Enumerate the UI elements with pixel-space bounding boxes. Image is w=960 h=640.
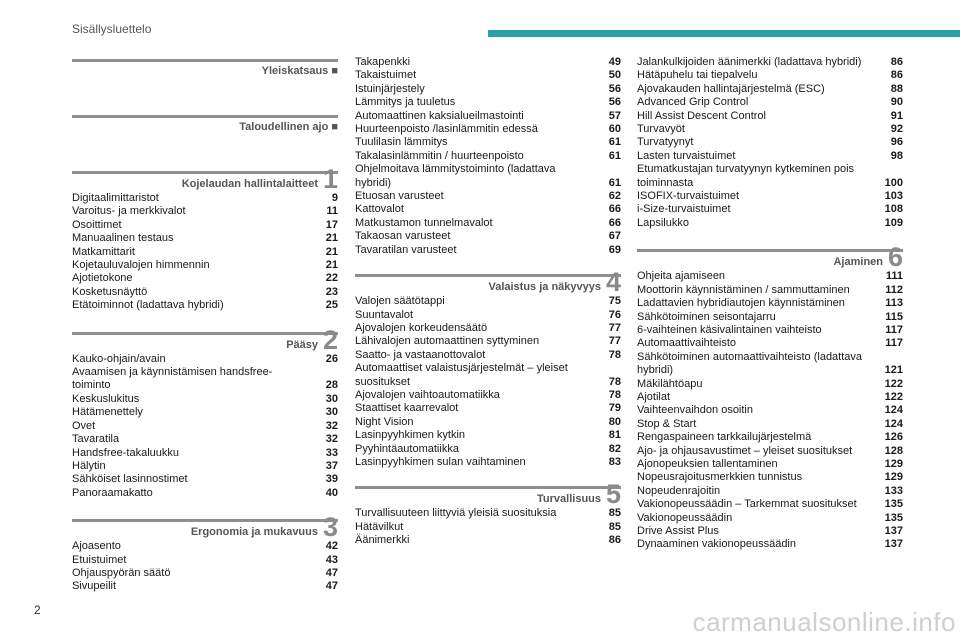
toc-entry[interactable] [637, 297, 903, 310]
toc-entry-page: 133 [884, 484, 903, 497]
toc-entry-title: Valojen säätötappi [355, 295, 445, 308]
section-header [72, 324, 338, 355]
toc-entry-page: 103 [884, 190, 903, 203]
toc-entry-title: Hill Assist Descent Control [637, 109, 766, 122]
toc-entry[interactable] [637, 136, 903, 149]
toc-entry-page: 60 [608, 123, 621, 136]
toc-entry-title: Kosketusnäyttö [72, 285, 148, 298]
toc-entry-page: 135 [884, 498, 903, 511]
toc-entry-title: Night Vision [355, 415, 414, 428]
toc-entry-page: 80 [608, 415, 621, 428]
toc-entry-page: 76 [608, 308, 621, 321]
toc-entry[interactable] [355, 534, 621, 547]
toc-entry-title: Sähkötoiminen seisontajarru [637, 310, 776, 323]
toc-entry-title: Ajonopeuksien tallentaminen [637, 457, 778, 470]
toc-entry[interactable] [637, 538, 903, 551]
toc-entry[interactable] [637, 471, 903, 484]
section-title[interactable]: Turvallisuus [537, 493, 601, 506]
toc-entry-page: 137 [884, 538, 903, 551]
toc-section [72, 112, 338, 134]
toc-section [355, 267, 621, 469]
toc-entry[interactable] [355, 69, 621, 82]
section-header [355, 267, 621, 298]
toc-entry[interactable] [72, 192, 338, 205]
toc-entry[interactable] [72, 259, 338, 272]
toc-entry-page: 129 [884, 471, 903, 484]
toc-entry-page: 98 [890, 149, 903, 162]
toc-entry[interactable] [355, 335, 621, 348]
toc-entry[interactable] [355, 295, 621, 308]
toc-entry-title: Vakionopeussäädin [637, 511, 733, 524]
toc-entry[interactable] [355, 244, 621, 257]
toc-entry[interactable] [72, 393, 338, 406]
toc-entry[interactable] [355, 203, 621, 216]
toc-entry-title: Istuinjärjestely [355, 82, 425, 95]
toc-entry[interactable] [355, 230, 621, 243]
toc-entry[interactable] [637, 525, 903, 538]
toc-entry-title: Jalankulkijoiden äänimerkki (ladattava hybridi) [637, 56, 862, 68]
toc-entry-title: Ladattavien hybridiautojen käynnistäminen [637, 297, 845, 310]
section-title[interactable]: Taloudellinen ajo ■ [239, 121, 338, 133]
section-title[interactable]: Kojelaudan hallintalaitteet [181, 178, 318, 190]
toc-entry-page: 61 [608, 149, 621, 162]
toc-entry-title: Automaattinen kaksialueilmastointi [355, 109, 524, 122]
toc-entry[interactable] [72, 473, 338, 486]
toc-entry-page: 83 [608, 455, 621, 468]
toc-entry-title: Lapsilukko [637, 216, 689, 229]
section-number: 2 [322, 324, 338, 355]
toc-column-2 [355, 56, 621, 548]
toc-entry-title: Ohjauspyörän säätö [72, 566, 171, 579]
toc-entry[interactable] [637, 498, 903, 511]
toc-entry[interactable] [637, 96, 903, 109]
toc-entry-page: 66 [608, 216, 621, 229]
toc-entry-title: Keskuslukitus [72, 392, 140, 405]
toc-entry-page: 32 [325, 419, 338, 432]
toc-entry-title: Stop & Start [637, 417, 697, 430]
toc-entry-title: i-Size-turvaistuimet [637, 203, 731, 216]
toc-entry[interactable] [72, 232, 338, 245]
toc-entry-page: 26 [325, 352, 338, 365]
toc-entry-page: 42 [325, 540, 338, 553]
toc-entry-title: Etätoiminnot (ladattava hybridi) [72, 299, 224, 312]
toc-entry[interactable] [637, 69, 903, 82]
toc-section [355, 479, 621, 547]
toc-entry-page: 33 [325, 446, 338, 459]
toc-section [72, 512, 338, 594]
section-number: 4 [605, 267, 621, 298]
toc-entry-page: 37 [325, 459, 338, 472]
toc-entry-title: Tavaratilan varusteet [355, 243, 457, 256]
toc-entry-title: Pyyhintäautomatiikka [355, 442, 459, 455]
toc-entry[interactable] [637, 512, 903, 525]
toc-entry-title: Ohjelmoitava lämmitystoiminto (ladattava hybridi) [355, 163, 556, 189]
toc-entry-title: Hätämenettely [72, 406, 143, 419]
toc-entry-page: 78 [608, 388, 621, 401]
toc-entry-title: 6-vaihteinen käsivalintainen vaihteisto [637, 323, 822, 336]
toc-entry-page: 32 [325, 433, 338, 446]
toc-entry-title: Ohjeita ajamiseen [637, 270, 726, 283]
toc-entry-page: 21 [325, 259, 338, 272]
toc-entry-title: Huurteenpoisto /lasinlämmitin edessä [355, 123, 538, 136]
section-header [72, 56, 338, 78]
section-divider [72, 171, 338, 174]
toc-entry[interactable] [72, 286, 338, 299]
section-number: 3 [322, 512, 338, 543]
toc-entry[interactable] [637, 458, 903, 471]
toc-entry-page: 56 [608, 82, 621, 95]
toc-entry[interactable] [355, 416, 621, 429]
toc-entry-title: Ajovakauden hallintajärjestelmä (ESC) [637, 82, 825, 95]
toc-entry-page: 86 [890, 69, 903, 82]
toc-entry-title: Äänimerkki [355, 534, 410, 547]
toc-entry[interactable] [637, 284, 903, 297]
toc-entry[interactable] [637, 311, 903, 324]
toc-entry-title: Matkustamon tunnelmavalot [355, 216, 493, 229]
toc-entry-page: 57 [608, 109, 621, 122]
toc-entry-title: Turvallisuuteen liittyviä yleisiä suosituksia [355, 507, 557, 520]
watermark: carmanualsonline.info [692, 607, 956, 637]
toc-entry[interactable] [355, 309, 621, 322]
toc-entry[interactable] [72, 433, 338, 446]
toc-entry-page: 108 [884, 203, 903, 216]
toc-entry[interactable] [355, 389, 621, 402]
toc-entry-page: 25 [325, 299, 338, 312]
section-divider [72, 59, 338, 62]
toc-entry-page: 112 [885, 283, 903, 296]
toc-entry[interactable] [355, 150, 621, 163]
toc-entry-page: 122 [884, 390, 903, 403]
toc-entry-title: Osoittimet [72, 218, 122, 231]
toc-entry[interactable] [355, 521, 621, 534]
toc-entry[interactable] [72, 246, 338, 259]
toc-entry[interactable] [72, 353, 338, 366]
toc-entry-title: Kojetauluvalojen himmennin [72, 259, 210, 272]
toc-section [72, 324, 338, 500]
toc-entry[interactable] [72, 460, 338, 473]
toc-entry[interactable] [72, 447, 338, 460]
toc-entry-page: 85 [608, 507, 621, 520]
toc-entry-title: Hätävilkut [355, 520, 404, 533]
toc-entry-title: Lähivalojen automaattinen syttyminen [355, 335, 540, 348]
toc-section [72, 56, 338, 78]
toc-entry[interactable] [355, 56, 621, 69]
toc-entry[interactable] [637, 56, 903, 69]
toc-entry-title: Sähköiset lasinnostimet [72, 473, 188, 486]
toc-entry[interactable] [637, 83, 903, 96]
section-title[interactable]: Ergonomia ja mukavuus [190, 526, 318, 539]
section-title[interactable]: Pääsy [286, 338, 318, 351]
toc-entry-title: Mäkilähtöapu [637, 377, 703, 390]
toc-entry-page: 22 [325, 272, 338, 285]
toc-entry[interactable] [637, 431, 903, 444]
toc-entry-title: Ajovalojen korkeudensäätö [355, 321, 488, 334]
toc-entry[interactable] [355, 349, 621, 362]
section-header [72, 164, 338, 194]
toc-entry-page: 117 [885, 337, 903, 350]
toc-entry[interactable] [355, 507, 621, 520]
section-number: 1 [322, 164, 338, 194]
section-divider [72, 115, 338, 118]
toc-entry[interactable] [355, 429, 621, 442]
section-number: 6 [887, 242, 903, 273]
toc-entry-page: 66 [608, 203, 621, 216]
toc-entry[interactable] [637, 404, 903, 417]
toc-entry-title: Panoraamakatto [72, 486, 153, 499]
toc-entry-page: 77 [608, 335, 621, 348]
toc-entry-page: 77 [608, 321, 621, 334]
section-title[interactable]: Yleiskatsaus ■ [261, 65, 338, 77]
toc-entry[interactable] [72, 272, 338, 285]
toc-entry[interactable] [72, 487, 338, 500]
toc-entry-page: 88 [890, 82, 903, 95]
section-title[interactable]: Ajaminen [833, 256, 883, 269]
toc-entry-title: Rengaspaineen tarkkailujärjestelmä [637, 431, 812, 444]
toc-entry-title: Avaamisen ja käynnistämisen handsfree-toiminto [72, 366, 273, 392]
toc-entry-page: 137 [884, 525, 903, 537]
toc-entry-title: Handsfree-takaluukku [72, 446, 180, 459]
toc-entry-page: 109 [884, 216, 903, 229]
toc-entry[interactable] [355, 322, 621, 335]
toc-entry[interactable] [72, 366, 338, 393]
toc-entry-title: Kauko-ohjain/avain [72, 352, 166, 365]
toc-entry[interactable] [355, 456, 621, 469]
toc-entry-title: Manuaalinen testaus [72, 232, 174, 245]
toc-entry[interactable] [637, 391, 903, 404]
toc-entry[interactable] [355, 217, 621, 230]
toc-entry[interactable] [637, 150, 903, 163]
toc-entry-page: 129 [884, 457, 903, 470]
section-divider [355, 274, 621, 277]
toc-entry-page: 23 [325, 285, 338, 298]
toc-entry-title: Digitaalimittaristot [72, 192, 159, 204]
toc-entry[interactable] [72, 540, 338, 553]
toc-entry-page: 78 [608, 375, 621, 388]
toc-entry-page: 21 [325, 245, 338, 258]
toc-entry[interactable] [355, 190, 621, 203]
toc-entry[interactable] [72, 554, 338, 567]
toc-entry-page: 50 [608, 69, 621, 82]
toc-entry-title: Moottorin käynnistäminen / sammuttaminen [637, 283, 850, 296]
toc-entry[interactable] [637, 485, 903, 498]
toc-entry-page: 17 [325, 218, 338, 231]
toc-entry-page: 122 [884, 377, 903, 390]
toc-entry[interactable] [72, 205, 338, 218]
toc-entry-title: Matkamittarit [72, 245, 135, 258]
toc-entry-page: 11 [326, 205, 338, 218]
toc-entry-page: 78 [608, 348, 621, 361]
page-title: Sisällysluettelo [72, 22, 152, 36]
toc-entry-page: 40 [325, 486, 338, 499]
toc-entry[interactable] [637, 445, 903, 458]
toc-entry-page: 49 [608, 56, 621, 68]
toc-section [637, 242, 903, 552]
toc-entry-page: 82 [608, 442, 621, 455]
toc-entry[interactable] [637, 324, 903, 337]
toc-entry[interactable] [355, 83, 621, 96]
toc-entry-title: Hälytin [72, 459, 106, 472]
toc-entry-page: 126 [884, 431, 903, 444]
section-divider [72, 332, 338, 335]
toc-entry-title: Nopeudenrajoitin [637, 484, 721, 497]
section-header [355, 479, 621, 510]
toc-entry-title: Vaihteenvaihdon osoitin [637, 404, 753, 417]
toc-entry-page: 28 [325, 379, 338, 392]
toc-entry-page: 61 [608, 176, 621, 189]
toc-entry[interactable] [72, 299, 338, 312]
toc-entry-title: Lasten turvaistuimet [637, 149, 736, 162]
toc-entry-page: 124 [884, 404, 903, 417]
toc-entry-title: Takalasinlämmitin / huurteenpoisto [355, 149, 524, 162]
toc-entry[interactable] [637, 217, 903, 230]
toc-entry-page: 56 [608, 96, 621, 109]
section-number: 5 [605, 479, 621, 510]
toc-entry-page: 124 [884, 417, 903, 430]
toc-entry-title: Saatto- ja vastaanottovalot [355, 348, 486, 361]
toc-entry-title: Nopeusrajoitusmerkkien tunnistus [637, 471, 803, 484]
toc-entry-title: Varoitus- ja merkkivalot [72, 205, 186, 218]
toc-entry[interactable] [355, 362, 621, 389]
toc-entry-title: Ajoasento [72, 540, 121, 553]
toc-entry-page: 100 [884, 176, 903, 189]
toc-entry[interactable] [637, 337, 903, 350]
toc-entry-page: 47 [325, 566, 338, 579]
toc-entry[interactable] [637, 270, 903, 283]
section-header [637, 242, 903, 273]
toc-section [637, 56, 903, 230]
toc-entry-page: 43 [325, 553, 338, 566]
toc-entry-page: 75 [608, 295, 621, 308]
toc-entry-title: ISOFIX-turvaistuimet [637, 190, 740, 203]
toc-entry-page: 30 [325, 392, 338, 405]
toc-entry-page: 135 [884, 511, 903, 524]
toc-entry[interactable] [637, 123, 903, 136]
header-accent-bar [488, 30, 960, 37]
toc-entry-page: 30 [325, 406, 338, 419]
toc-entry-title: Ajotilat [637, 390, 671, 403]
toc-entry-title: Advanced Grip Control [637, 96, 749, 109]
toc-column-1 [72, 56, 338, 594]
toc-entry-title: Ajotietokone [72, 272, 133, 285]
toc-entry-title: Kattovalot [355, 203, 404, 216]
toc-entry-page: 90 [890, 96, 903, 109]
page-number: 2 [34, 603, 41, 617]
toc-entry-title: Hätäpuhelu tai tiepalvelu [637, 69, 758, 82]
toc-entry[interactable] [637, 190, 903, 203]
toc-entry[interactable] [637, 203, 903, 216]
toc-entry-title: Automaattiset valaistusjärjestelmät – yleiset suositukset [355, 362, 568, 388]
toc-column-3 [637, 56, 903, 552]
toc-entry-page: 96 [890, 136, 903, 149]
toc-entry-title: Dynaaminen vakionopeussäädin [637, 538, 796, 551]
toc-entry-title: Etuistuimet [72, 553, 127, 566]
toc-entry-page: 47 [325, 580, 338, 593]
toc-entry-title: Etuosan varusteet [355, 190, 444, 203]
toc-entry-title: Lasinpyyhkimen kytkin [355, 429, 466, 442]
toc-entry-title: Sivupeilit [72, 580, 117, 593]
toc-entry-page: 121 [884, 364, 903, 377]
toc-entry-page: 62 [608, 190, 621, 203]
toc-entry[interactable] [637, 110, 903, 123]
toc-entry-title: Turvatyynyt [637, 136, 694, 149]
toc-entry-page: 92 [890, 123, 903, 136]
section-divider [72, 519, 338, 522]
toc-entry-page: 111 [885, 270, 903, 283]
toc-entry[interactable] [72, 580, 338, 593]
toc-entry-title: Vakionopeussäädin – Tarkemmat suositukset [637, 498, 857, 511]
toc-entry[interactable] [637, 163, 903, 190]
toc-entry[interactable] [355, 402, 621, 415]
toc-entry-title: Takapenkki [355, 56, 411, 68]
toc-section [355, 56, 621, 257]
toc-entry[interactable] [72, 420, 338, 433]
toc-entry-page: 115 [885, 310, 903, 323]
toc-entry[interactable] [355, 136, 621, 149]
toc-entry-title: Suuntavalot [355, 308, 414, 321]
toc-entry-title: Turvavyöt [637, 123, 685, 136]
toc-section [72, 164, 338, 313]
toc-entry-page: 69 [608, 243, 621, 256]
toc-entry-page: 9 [331, 192, 338, 204]
section-header [72, 112, 338, 134]
toc-entry[interactable] [637, 378, 903, 391]
toc-entry-title: Tuulilasin lämmitys [355, 136, 448, 149]
toc-entry-page: 86 [608, 534, 621, 547]
toc-entry-page: 79 [608, 402, 621, 415]
toc-entry-title: Drive Assist Plus [637, 525, 719, 537]
toc-entry-title: Takaosan varusteet [355, 230, 451, 243]
toc-entry-title: Etumatkustajan turvatyynyn kytkeminen pois toiminnasta [637, 163, 855, 189]
toc-entry[interactable] [355, 96, 621, 109]
toc-entry[interactable] [355, 123, 621, 136]
toc-entry-title: Ovet [72, 419, 96, 432]
toc-entry-title: Sähkötoiminen automaattivaihteisto (ladattava hybridi) [637, 350, 863, 377]
toc-entry-page: 117 [885, 323, 903, 336]
toc-entry[interactable] [355, 110, 621, 123]
section-header [72, 512, 338, 543]
section-divider [637, 249, 903, 252]
toc-entry-page: 91 [890, 109, 903, 122]
toc-entry-title: Takaistuimet [355, 69, 417, 82]
toc-entry-title: Ajovalojen vaihtoautomatiikka [355, 388, 500, 401]
toc-entry[interactable] [355, 443, 621, 456]
toc-entry-page: 21 [325, 232, 338, 245]
toc-entry[interactable] [72, 219, 338, 232]
toc-entry[interactable] [72, 567, 338, 580]
toc-entry-page: 113 [885, 297, 903, 310]
toc-entry-title: Lämmitys ja tuuletus [355, 96, 456, 109]
toc-entry-page: 67 [608, 230, 621, 243]
toc-entry-title: Automaattivaihteisto [637, 337, 737, 350]
section-divider [355, 486, 621, 489]
toc-entry-title: Tavaratila [72, 433, 120, 446]
toc-entry-title: Staattiset kaarrevalot [355, 402, 459, 415]
section-title[interactable]: Valaistus ja näkyvyys [488, 281, 601, 294]
toc-entry-page: 86 [890, 56, 903, 68]
toc-entry-page: 128 [884, 444, 903, 457]
toc-entry-page: 81 [608, 429, 621, 442]
toc-entry[interactable] [637, 351, 903, 378]
toc-entry[interactable] [355, 163, 621, 190]
toc-entry[interactable] [72, 406, 338, 419]
toc-entry-page: 39 [325, 473, 338, 486]
toc-entry-page: 61 [608, 136, 621, 149]
toc-entry-title: Ajo- ja ohjausavustimet – yleiset suositukset [637, 444, 853, 457]
toc-entry-page: 85 [608, 520, 621, 533]
toc-entry-title: Lasinpyyhkimen sulan vaihtaminen [355, 455, 526, 468]
toc-entry[interactable] [637, 418, 903, 431]
